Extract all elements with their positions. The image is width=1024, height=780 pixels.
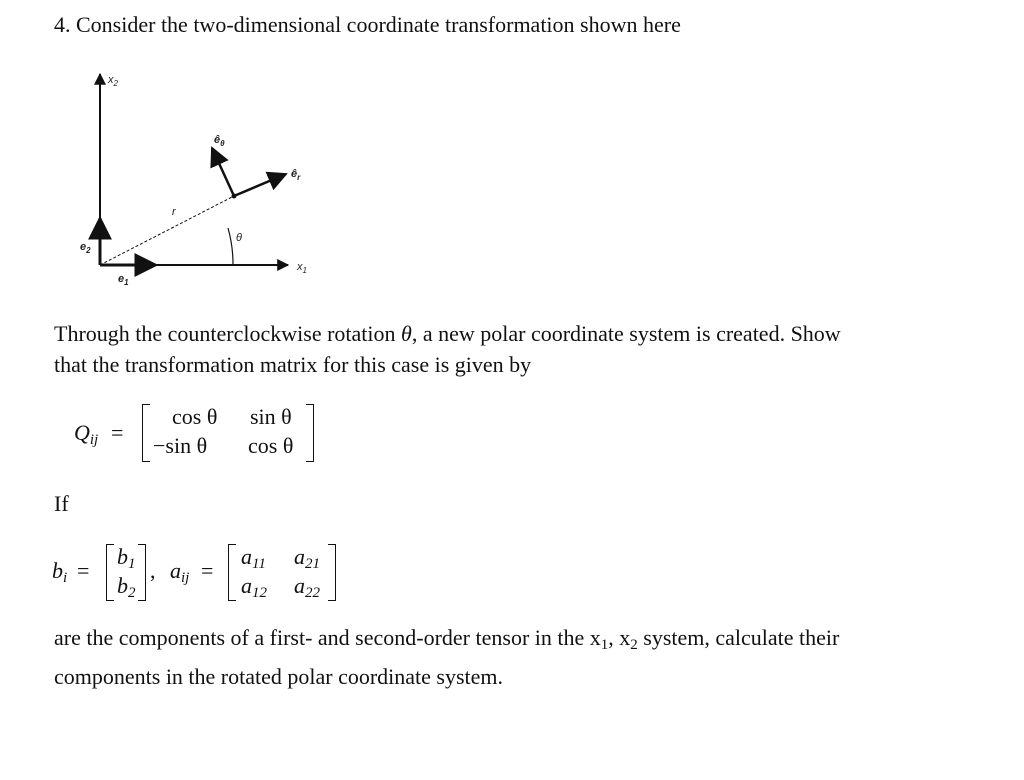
theta-arc: [228, 228, 233, 265]
a-m12: $a_{21}$: [294, 544, 320, 572]
equation-b-a: [50, 540, 350, 606]
if-label: If: [54, 491, 69, 516]
q-matrix-brackets: [142, 404, 314, 462]
point-p: [232, 194, 237, 199]
a-m11: $a_{11}$: [241, 544, 266, 572]
etheta-vector: [212, 148, 234, 196]
paragraph-tensor: [54, 622, 839, 692]
coordinate-figure: [60, 60, 340, 300]
q-lhs: $Q_{ij}$: [74, 420, 99, 448]
a-m22: $a_{22}$: [294, 573, 320, 601]
r-line: [100, 196, 234, 265]
q-equals: =: [111, 420, 124, 445]
label-er: $ê_r$: [291, 168, 301, 182]
b-vector-brackets: [106, 544, 146, 601]
paragraph-rotation-line1: Through the counterclockwise rotation θ, a new polar coordinate system is created. Show: [54, 321, 841, 346]
b-comma: ,: [150, 558, 156, 583]
label-theta: θ: [236, 232, 242, 244]
problem-heading-text: 4. Consider the two-dimensional coordinate transformation shown here: [54, 12, 681, 37]
a-m21: $a_{12}$: [241, 573, 267, 601]
er-vector: [234, 174, 286, 196]
label-e1: $e_1$: [118, 273, 129, 287]
paragraph-tensor-line1: are the components of a first- and second-order tensor in the $x_1$, $x_2$ system, calculate their: [54, 625, 840, 653]
b-lhs: $b_i$: [52, 558, 68, 586]
theta-symbol: θ: [401, 321, 412, 346]
paragraph-rotation-line2: that the transformation matrix for this case is given by: [54, 352, 532, 377]
label-x1: $x_1$: [297, 261, 307, 275]
q-m22: cos θ: [248, 433, 294, 458]
q-m11: cos θ: [172, 404, 218, 429]
q-m12: sin θ: [250, 404, 292, 429]
b-v1: $b_1$: [117, 544, 136, 572]
a-matrix-brackets: [228, 544, 336, 601]
equation-q-matrix: [74, 398, 334, 468]
label-r: r: [172, 206, 176, 218]
b-v2: $b_2$: [117, 573, 136, 601]
paragraph-rotation: [54, 318, 841, 380]
paragraph-tensor-line2: components in the rotated polar coordinate system.: [54, 664, 504, 689]
label-etheta: $ê_\theta$: [214, 134, 225, 148]
q-m21: −sin θ: [153, 433, 208, 458]
problem-heading: [54, 9, 681, 40]
label-x2: $x_2$: [108, 74, 118, 88]
b-equals: =: [77, 558, 90, 583]
label-e2: $e_2$: [80, 241, 91, 255]
a-lhs: $a_{ij}$: [170, 558, 190, 586]
a-equals: =: [201, 558, 214, 583]
